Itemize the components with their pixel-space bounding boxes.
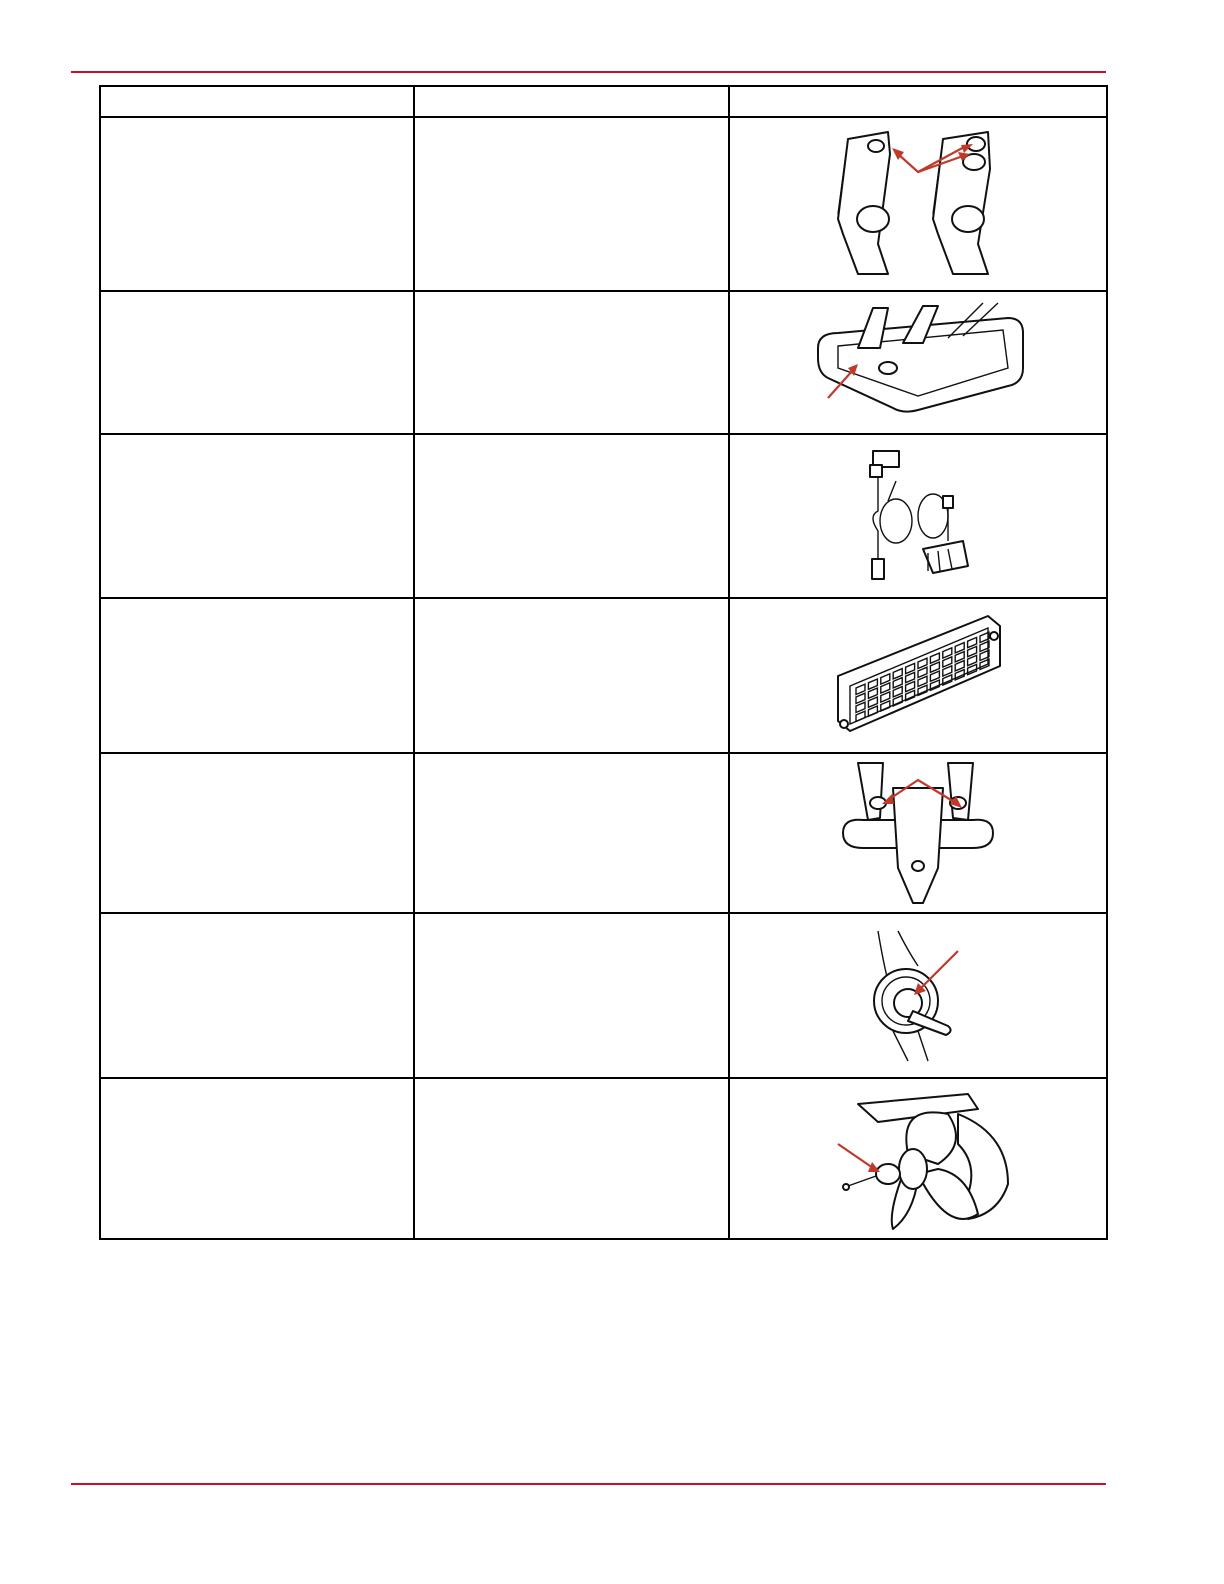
description-cell — [414, 913, 729, 1078]
propeller-shaft-icon — [848, 921, 988, 1071]
column-header-illustration — [729, 86, 1107, 117]
table-row — [100, 291, 1107, 434]
illustration-cell — [729, 291, 1107, 434]
propeller-assembly-icon — [818, 1084, 1018, 1234]
illustration-cell — [729, 1078, 1107, 1239]
lower-unit-cowl-icon — [818, 124, 1018, 284]
footer-rule — [71, 1483, 1106, 1485]
table-row — [100, 1078, 1107, 1239]
part-cell — [100, 434, 414, 598]
illustration-cell — [729, 434, 1107, 598]
illustration-cell — [729, 753, 1107, 913]
table-header-row — [100, 86, 1107, 117]
description-cell — [414, 1078, 729, 1239]
wiring-harness-icon — [848, 441, 988, 591]
illustration-cell — [729, 598, 1107, 753]
mount-brackets-icon — [838, 758, 998, 908]
illustration-cell — [729, 913, 1107, 1078]
grille-panel-icon — [828, 606, 1008, 746]
description-cell — [414, 291, 729, 434]
table-row — [100, 598, 1107, 753]
description-cell — [414, 598, 729, 753]
part-cell — [100, 913, 414, 1078]
part-cell — [100, 1078, 414, 1239]
table-row — [100, 753, 1107, 913]
table-row — [100, 913, 1107, 1078]
description-cell — [414, 117, 729, 291]
column-header-part — [100, 86, 414, 117]
description-cell — [414, 753, 729, 913]
parts-table — [99, 85, 1108, 1240]
illustration-cell — [729, 117, 1107, 291]
cowl-bottom-tray-icon — [808, 298, 1028, 428]
header-rule — [71, 71, 1106, 73]
table-row — [100, 117, 1107, 291]
table-row — [100, 434, 1107, 598]
part-cell — [100, 753, 414, 913]
column-header-description — [414, 86, 729, 117]
part-cell — [100, 598, 414, 753]
part-cell — [100, 117, 414, 291]
description-cell — [414, 434, 729, 598]
part-cell — [100, 291, 414, 434]
